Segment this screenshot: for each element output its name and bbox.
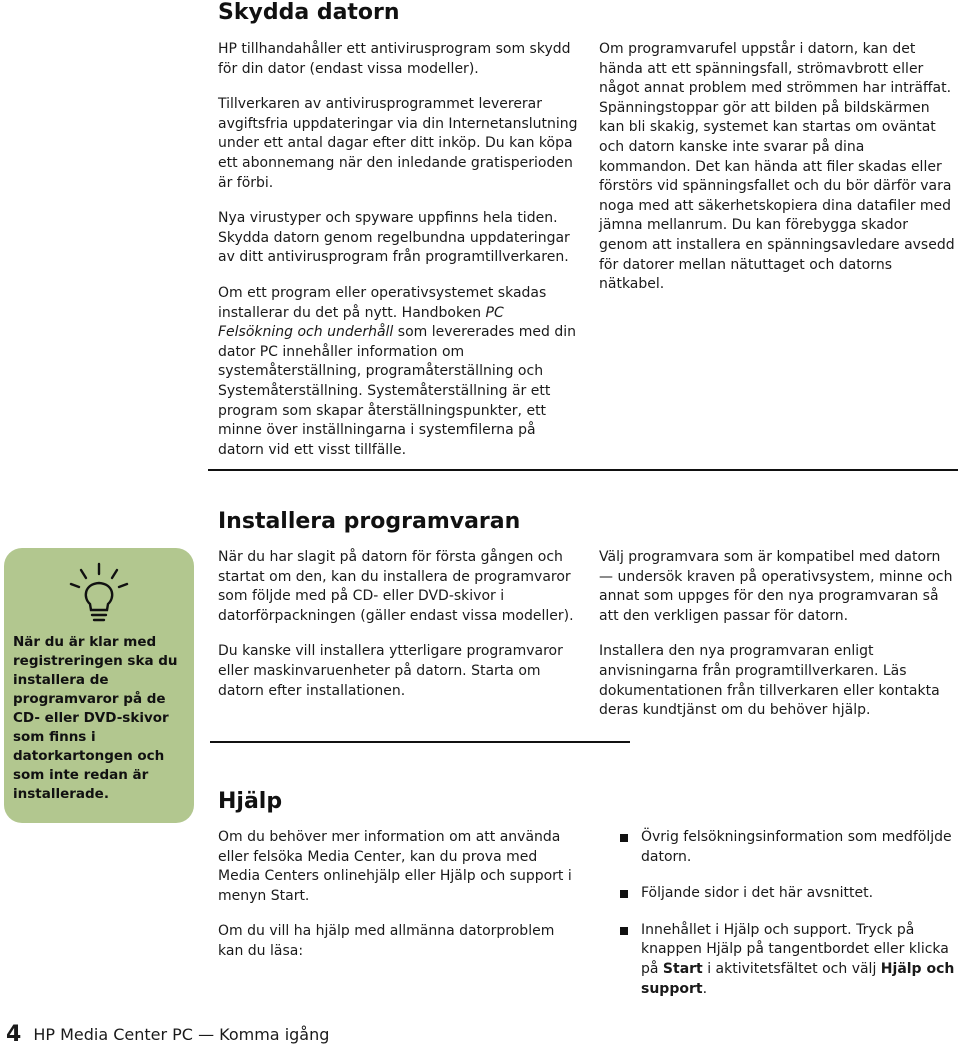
paragraph: Nya virustyper och spyware uppfinns hela tiden. Skydda datorn genom regelbundna uppdateringar av ditt antivirusprogram från programtillverkaren.	[218, 210, 570, 266]
list-item	[619, 884, 957, 904]
start-menu-label: Start	[662, 960, 703, 977]
list-item-text: Följande sidor i det här avsnittet.	[641, 885, 874, 902]
footer-title: HP Media Center PC — Komma igång	[33, 1025, 330, 1044]
list-item	[619, 921, 957, 999]
list-item-text: Innehållet i Hjälp och support. Tryck på knappen Hjälp på tangentbordet eller klicka på	[641, 921, 949, 977]
list-item-text: i aktivitetsfältet och välj	[702, 960, 881, 977]
paragraph: Om programvarufel uppstår i datorn, kan det hända att ett spänningsfall, strömavbrott eller något annat problem med strömmen har inträffat. Spänningstoppar gör att bilden på bildskärmen kan bli skakig, systemet kan startas om oväntat och datorn kanske inte svarar på dina kommandon. Det kan hända att filer skadas eller förstörs vid spänningsfallet och du bör därför vara noga med att säkerhetskopiera dina datafiler med jämna mellanrum. Du kan förebygga skador genom att installera en spänningsavledare avsedd för datorer mellan nätuttaget och datorns nätkabel.	[599, 41, 955, 293]
tip-text: När du är klar med registreringen ska du installera de programvaror på de CD- eller DVD-skivor som finns i datorkartongen och som inte redan är installerade.	[13, 634, 178, 802]
bullet-square-icon	[620, 834, 628, 842]
section1-left-column	[218, 40, 583, 460]
section-divider	[210, 741, 630, 743]
section1-right-column	[599, 40, 957, 295]
paragraph: Du kanske vill installera ytterligare programvaror eller maskinvaruenheter på datorn. Starta om datorn efter installationen.	[218, 643, 563, 699]
paragraph: Tillverkaren av antivirusprogrammet levererar avgiftsfria uppdateringar via din Internetanslutning under ett antal dagar efter ditt inköp. Du kan köpa ett abonnemang när den inledande gratisperioden är förbi.	[218, 96, 578, 191]
help-and-support-label: Hjälp och support	[641, 960, 955, 997]
manual-title: PC Felsökning och underhåll	[218, 304, 504, 341]
section-title-skydda-datorn: Skydda datorn	[218, 0, 400, 25]
page-number: 4	[6, 1022, 22, 1047]
tip-box	[4, 548, 194, 823]
section-title-installera-programvaran: Installera programvaran	[218, 509, 521, 534]
section3-left-column	[218, 828, 583, 962]
paragraph: Installera den nya programvaran enligt anvisningarna från programtillverkaren. Läs dokumentationen från tillverkaren eller kontakta deras kundtjänst om du behöver hjälp.	[599, 643, 940, 719]
paragraph	[218, 284, 583, 460]
section-title-hjalp: Hjälp	[218, 789, 283, 814]
paragraph-text: Om ett program eller operativsystemet skadas installerar du det på nytt. Handboken	[218, 284, 547, 321]
paragraph: Om du vill ha hjälp med allmänna datorproblem kan du läsa:	[218, 923, 555, 959]
paragraph: Om du behöver mer information om att använda eller felsöka Media Center, kan du prova med Media Centers onlinehjälp eller Hjälp och support i menyn Start.	[218, 829, 572, 904]
section2-left-column	[218, 548, 583, 701]
list-item	[619, 828, 957, 867]
page-footer	[6, 1024, 329, 1046]
help-sources-list	[619, 828, 957, 999]
section2-right-column	[599, 548, 957, 721]
paragraph: Välj programvara som är kompatibel med datorn — undersök kraven på operativsystem, minne och annat som uppges för den nya programvaran så att den verkligen passar för datorn.	[599, 549, 953, 624]
paragraph-text: som levererades med din dator PC innehåller information om systemåterställning, programåterställning och Systemåterställning. Systemåterställning är ett program som skapar återställningspunkter, ett minne över inställningarna i systemfilerna på datorn vid ett visst tillfälle.	[218, 324, 577, 458]
bullet-square-icon	[620, 927, 628, 935]
section-divider	[208, 469, 958, 471]
paragraph: HP tillhandahåller ett antivirusprogram som skydd för din dator (endast vissa modeller).	[218, 41, 571, 77]
section3-right-column	[619, 828, 957, 1016]
paragraph: När du har slagit på datorn för första gången och startat om den, kan du installera de programvaror som följde med på CD- eller DVD-skivor i datorförpackningen (gäller endast vissa modeller).	[218, 549, 574, 624]
list-item-text: .	[702, 980, 708, 997]
list-item-text: Övrig felsökningsinformation som medföljde datorn.	[641, 829, 952, 865]
bullet-square-icon	[620, 890, 628, 898]
lightbulb-icon	[69, 562, 129, 628]
